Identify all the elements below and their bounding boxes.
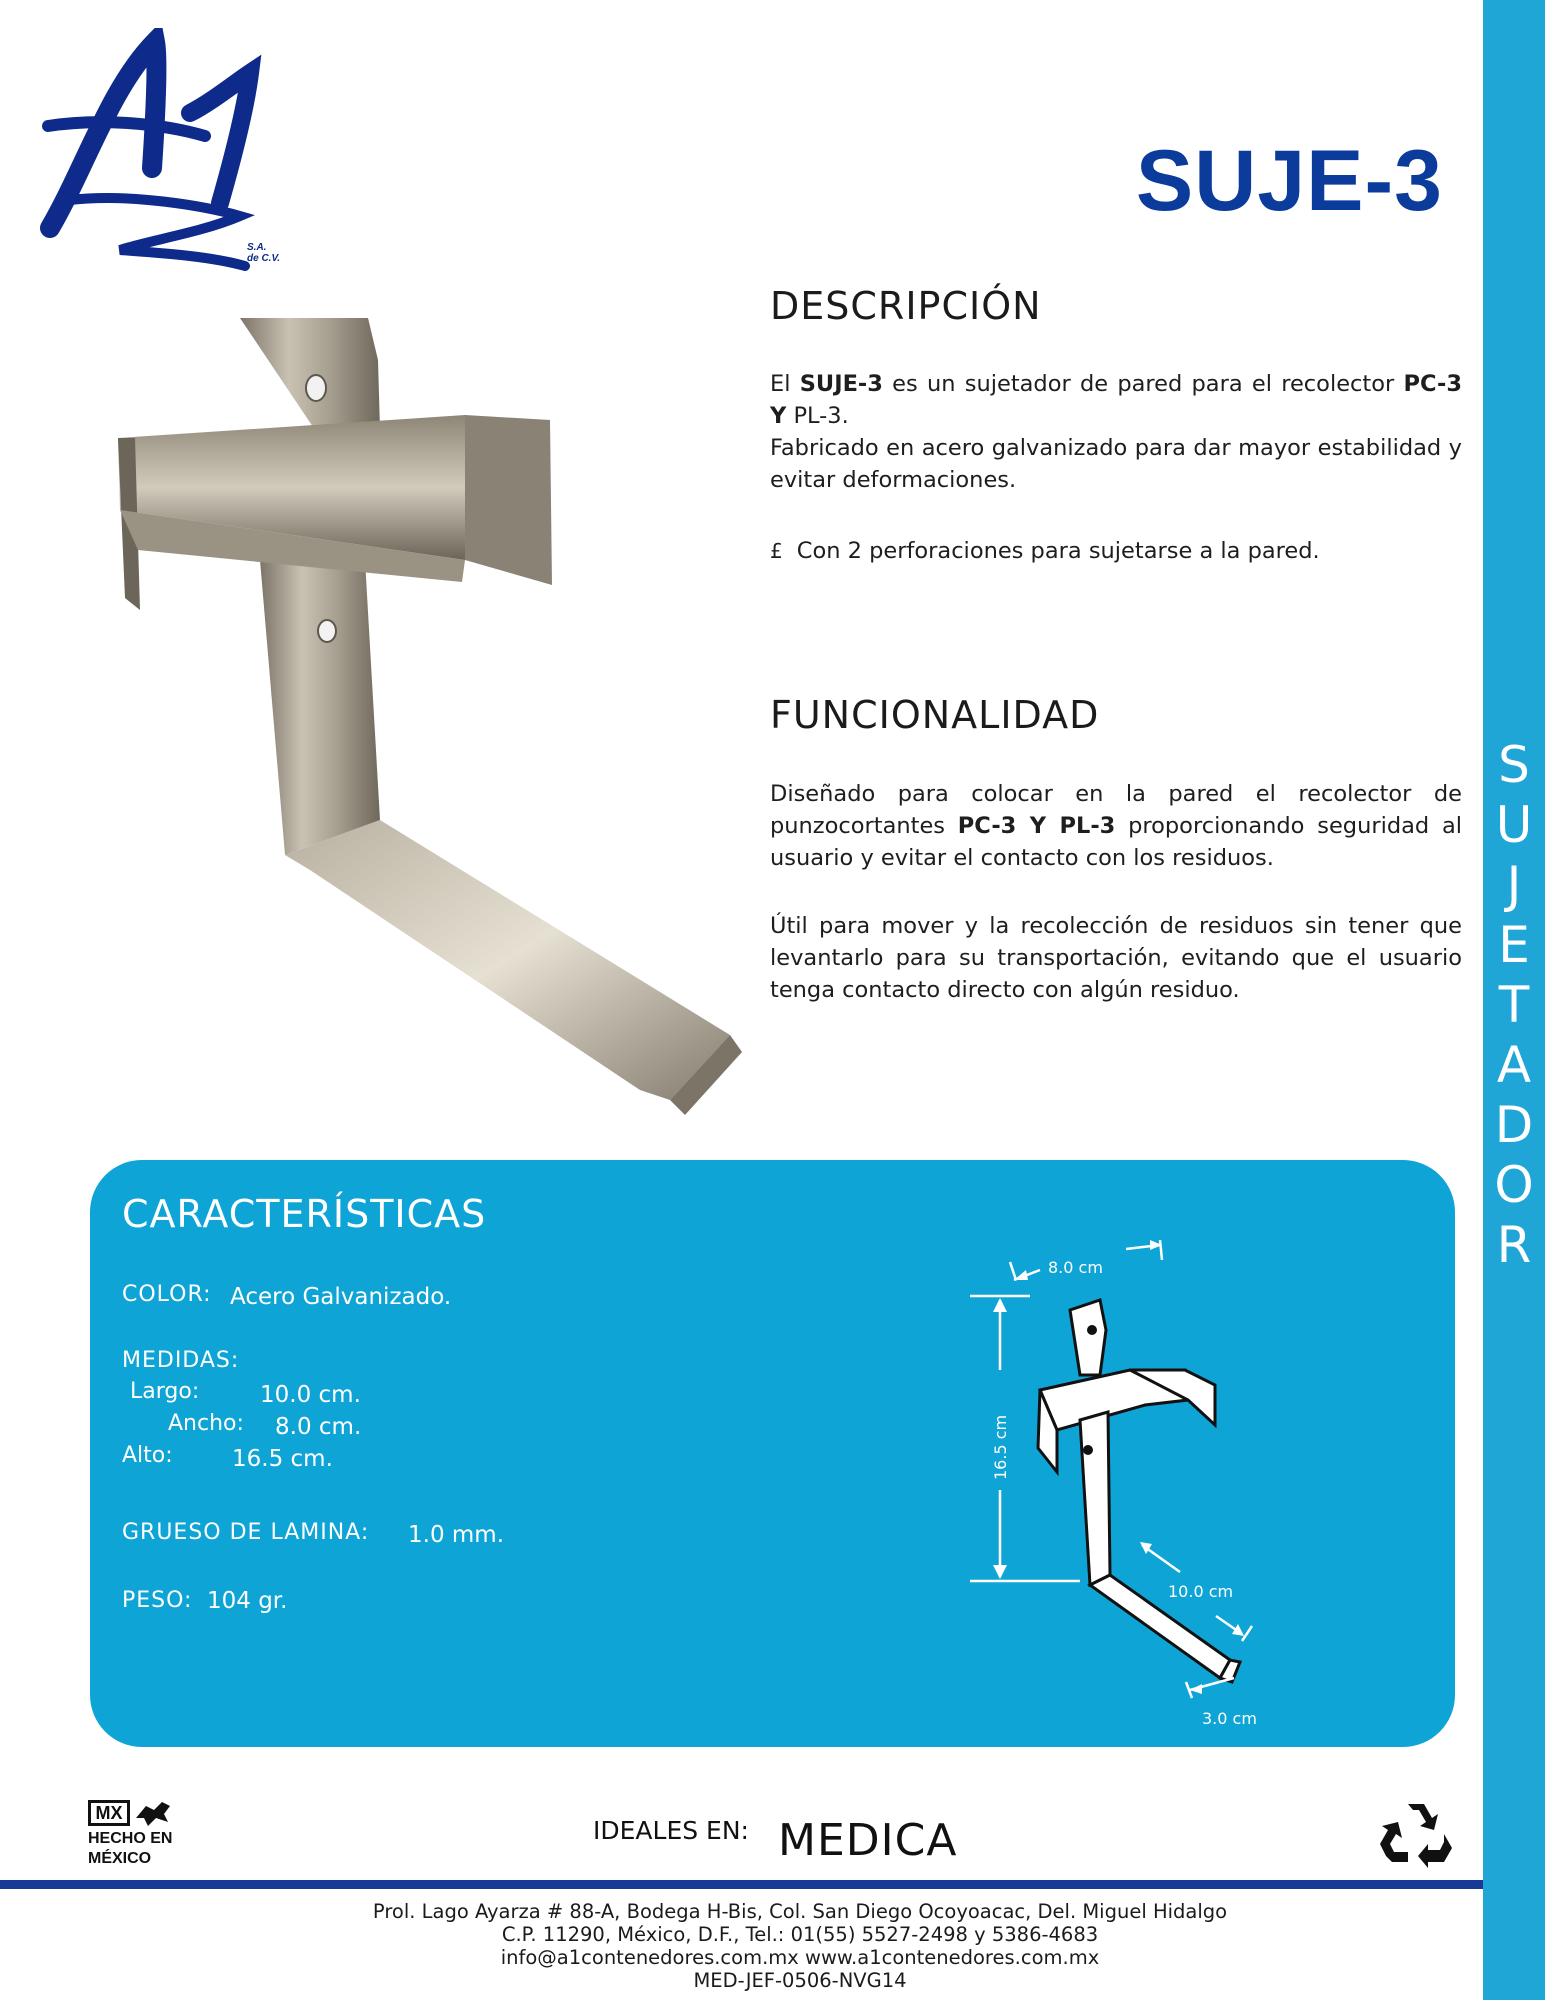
alto-value: 16.5 cm. xyxy=(232,1446,333,1472)
mx-box: MX xyxy=(88,1800,130,1826)
alto-label: Alto: xyxy=(122,1443,173,1468)
footer-address-block xyxy=(300,1900,1300,1992)
characteristics-panel xyxy=(90,1160,1455,1747)
recycle-icon xyxy=(1378,1798,1454,1868)
functionality-title: FUNCIONALIDAD xyxy=(770,693,1100,737)
functionality-paragraph-1 xyxy=(770,778,1462,874)
peso-value: 104 gr. xyxy=(207,1588,288,1614)
description-paragraph-2: Fabricado en acero galvanizado para dar mayor estabilidad y evitar deformaciones. xyxy=(770,435,1462,493)
ideal-value: MEDICA xyxy=(778,1815,958,1866)
grueso-value: 1.0 mm. xyxy=(408,1522,505,1548)
side-letter: R xyxy=(1496,1216,1532,1274)
footer-doc-code: MED-JEF-0506-NVG14 xyxy=(693,1969,907,1992)
company-logo xyxy=(40,28,280,278)
color-value: Acero Galvanizado. xyxy=(230,1284,452,1310)
description-bullet xyxy=(770,538,1320,564)
side-word-sujetador xyxy=(1483,735,1545,1275)
functionality-text-1: Diseñado para colocar en la pared el recolector de punzocortantes xyxy=(770,781,1462,839)
bullet-text: Con 2 perforaciones para sujetarse a la pared. xyxy=(796,538,1320,564)
dim-height-label: 16.5 cm xyxy=(991,1414,1010,1480)
ideal-label: IDEALES EN: xyxy=(593,1816,749,1845)
functionality-text-2: proporcionando seguridad al usuario y evitar el contacto con los residuos. xyxy=(770,813,1462,871)
side-letter: E xyxy=(1498,916,1530,974)
description-text-1: El xyxy=(770,371,800,397)
measures-label: MEDIDAS: xyxy=(122,1348,240,1373)
functionality-bold-models: PC-3 Y PL-3 xyxy=(957,813,1116,839)
dim-tip-label: 3.0 cm xyxy=(1202,1709,1257,1728)
largo-value: 10.0 cm. xyxy=(260,1382,361,1408)
footer-rule xyxy=(0,1880,1483,1889)
product-photo xyxy=(110,310,750,1130)
dim-length-label: 10.0 cm xyxy=(1168,1582,1234,1601)
mx-line-2: MÉXICO xyxy=(88,1850,152,1867)
side-letter: T xyxy=(1498,976,1530,1034)
footer-address-2: C.P. 11290, México, D.F., Tel.: 01(55) 5527-2498 y 5386-4683 xyxy=(501,1923,1099,1946)
description-paragraph-1 xyxy=(770,368,1462,432)
color-label: COLOR: xyxy=(122,1282,212,1307)
footer-address-1: Prol. Lago Ayarza # 88-A, Bodega H-Bis, Col. San Diego Ocoyoacac, Del. Miguel Hidalgo xyxy=(372,1900,1228,1923)
side-letter: U xyxy=(1495,796,1533,854)
a1-logo-graphic xyxy=(40,28,280,278)
side-letter: D xyxy=(1494,1096,1534,1154)
largo-label: Largo: xyxy=(130,1379,200,1404)
description-bold-model: PC-3 Y xyxy=(770,371,1462,429)
dim-width-label: 8.0 cm xyxy=(1048,1258,1103,1277)
grueso-label: GRUESO DE LAMINA: xyxy=(122,1520,370,1545)
product-code-title: SUJE-3 xyxy=(1135,133,1443,229)
logo-subtitle: S.A. de C.V. xyxy=(247,242,280,264)
side-letter: S xyxy=(1498,736,1530,794)
description-title: DESCRIPCIÓN xyxy=(770,284,1042,328)
hecho-en-mexico-badge xyxy=(88,1800,208,1872)
peso-label: PESO: xyxy=(122,1588,193,1613)
description-text-2: es un sujetador de pared para el recolector xyxy=(882,371,1404,397)
mx-line-1: HECHO EN xyxy=(88,1830,173,1847)
side-band xyxy=(1483,0,1545,2000)
description-bold-code: SUJE-3 xyxy=(799,371,883,397)
description-text-3: PL-3. xyxy=(786,403,849,429)
characteristics-title: CARACTERÍSTICAS xyxy=(122,1192,487,1236)
ancho-value: 8.0 cm. xyxy=(275,1414,362,1440)
footer-contact: info@a1contenedores.com.mx www.a1contenedores.com.mx xyxy=(500,1946,1100,1969)
side-letter: A xyxy=(1496,1036,1532,1094)
bullet-marker: £ xyxy=(770,539,783,563)
eagle-icon xyxy=(134,1800,172,1828)
ancho-label: Ancho: xyxy=(168,1411,244,1436)
side-letter: O xyxy=(1494,1156,1534,1214)
dimension-diagram xyxy=(930,1200,1370,1745)
functionality-paragraph-2: Útil para mover y la recolección de residuos sin tener que levantarlo para su transportación, evitando que el usuario tenga contacto directo con algún residuo. xyxy=(770,913,1462,1003)
side-letter: J xyxy=(1506,856,1522,914)
